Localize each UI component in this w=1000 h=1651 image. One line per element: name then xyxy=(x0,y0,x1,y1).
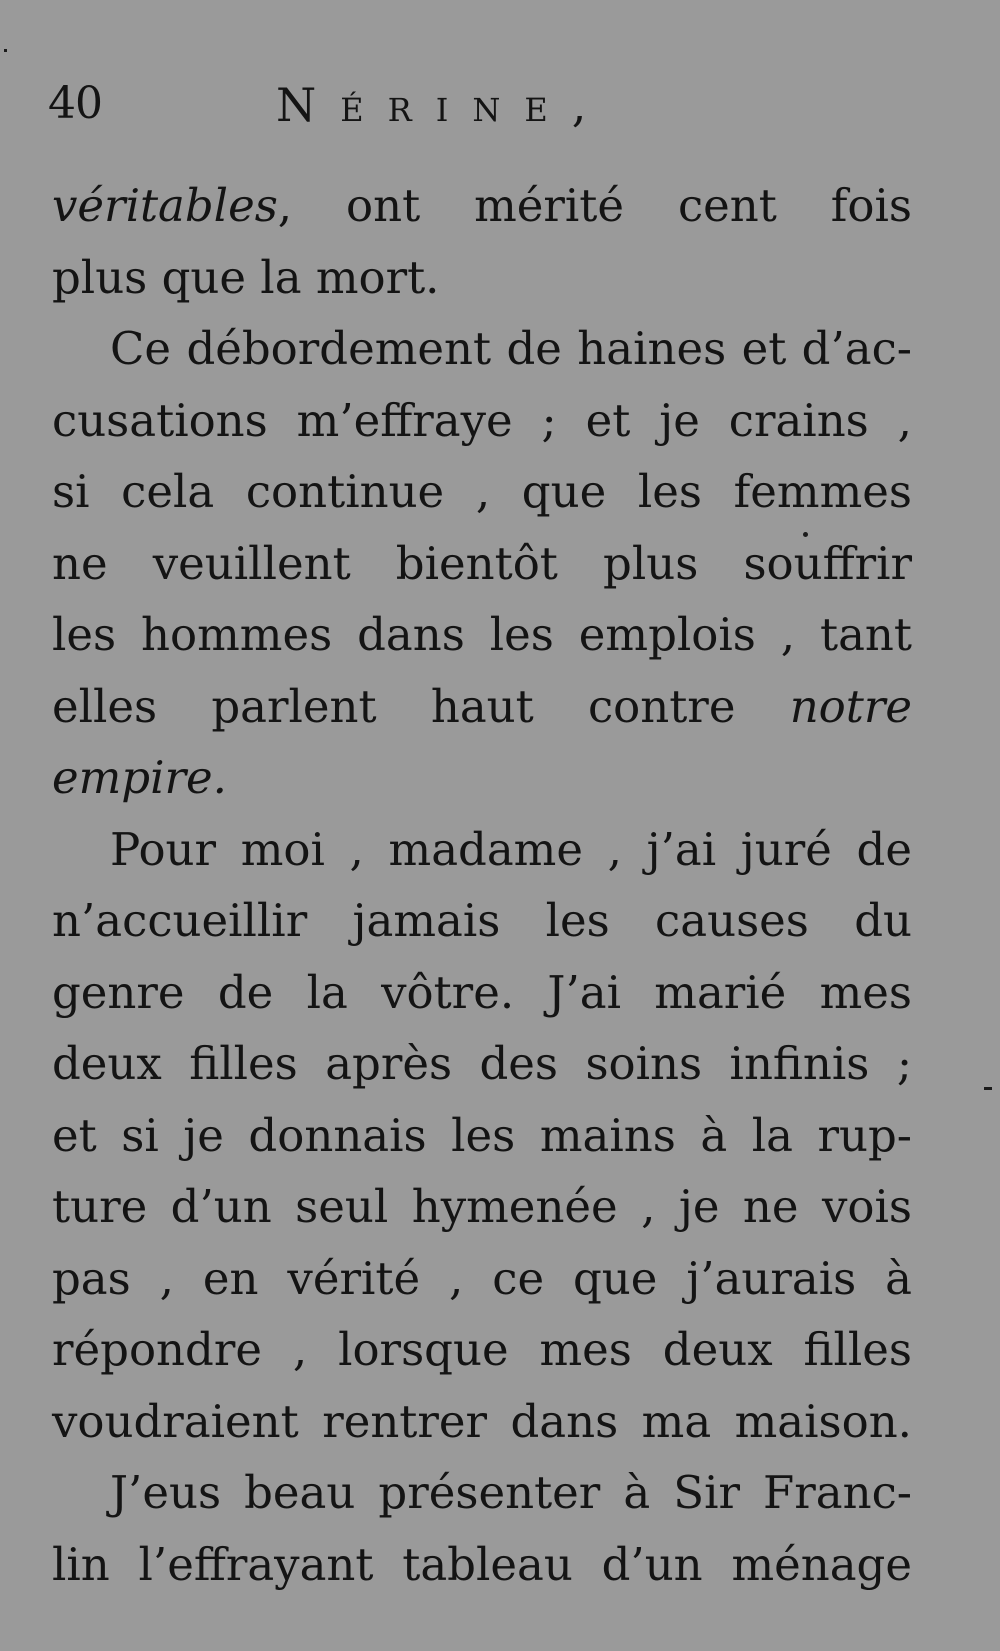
text-line xyxy=(52,671,912,743)
line-text: deux filles après des soins infinis ; xyxy=(52,1037,912,1090)
text-line xyxy=(52,170,912,242)
text-line xyxy=(52,957,912,1029)
text-line xyxy=(52,814,912,886)
line-text: Ce débordement de haines et d’ac- xyxy=(110,322,912,375)
text-line xyxy=(52,456,912,528)
page-number: 40 xyxy=(48,78,102,129)
text-line xyxy=(52,1028,912,1100)
text-line xyxy=(52,1386,912,1458)
line-text: si cela continue , que les femmes xyxy=(52,465,912,518)
text-line xyxy=(52,1243,912,1315)
text-line xyxy=(52,885,912,957)
scan-speck-left xyxy=(4,49,7,52)
text-line xyxy=(52,385,912,457)
line-text: Pour moi , madame , j’ai juré de xyxy=(110,822,912,876)
line-text: cusations m’effraye ; et je crains , xyxy=(52,393,912,447)
line-text: répondre , lorsque mes deux filles xyxy=(52,1323,912,1376)
line-text: plus que la mort. xyxy=(52,250,440,304)
italic-text: empire. xyxy=(52,751,227,804)
line-text: genre de la vôtre. J’ai marié mes xyxy=(52,965,912,1019)
italic-text: véritables xyxy=(52,179,278,232)
line-text: pas , en vérité , ce que j’aurais à xyxy=(52,1251,912,1305)
text-line xyxy=(52,313,912,385)
line-text: ture d’un seul hymenée , je ne vois xyxy=(52,1180,912,1233)
line-text: et si je donnais les mains à la rup- xyxy=(52,1108,912,1162)
line-text: ne veuillent bientôt plus souffrir xyxy=(52,536,912,590)
line-text: , ont mérité cent fois xyxy=(277,179,912,232)
text-line xyxy=(52,599,912,671)
text-line xyxy=(52,742,912,814)
italic-text: notre xyxy=(789,679,912,733)
text-line xyxy=(52,1314,912,1386)
line-text: J’eus beau présenter à Sir Franc- xyxy=(110,1466,912,1519)
text-line xyxy=(52,1529,912,1601)
line-text: n’accueillir jamais les causes du xyxy=(52,894,912,947)
text-line xyxy=(52,1171,912,1243)
text-line xyxy=(52,1100,912,1172)
page-header xyxy=(48,78,908,142)
line-text: voudraient rentrer dans ma maison. xyxy=(52,1394,912,1448)
running-title: Nérine, xyxy=(276,78,611,132)
body-text xyxy=(52,170,912,1600)
line-text: lin l’effrayant tableau d’un ménage xyxy=(52,1537,912,1591)
text-line xyxy=(52,1457,912,1529)
scan-speck-right xyxy=(984,1087,992,1090)
text-line xyxy=(52,242,912,314)
line-text: elles parlent haut contre xyxy=(52,679,790,733)
line-text: les hommes dans les emplois , tant xyxy=(52,608,912,661)
text-line xyxy=(52,528,912,600)
